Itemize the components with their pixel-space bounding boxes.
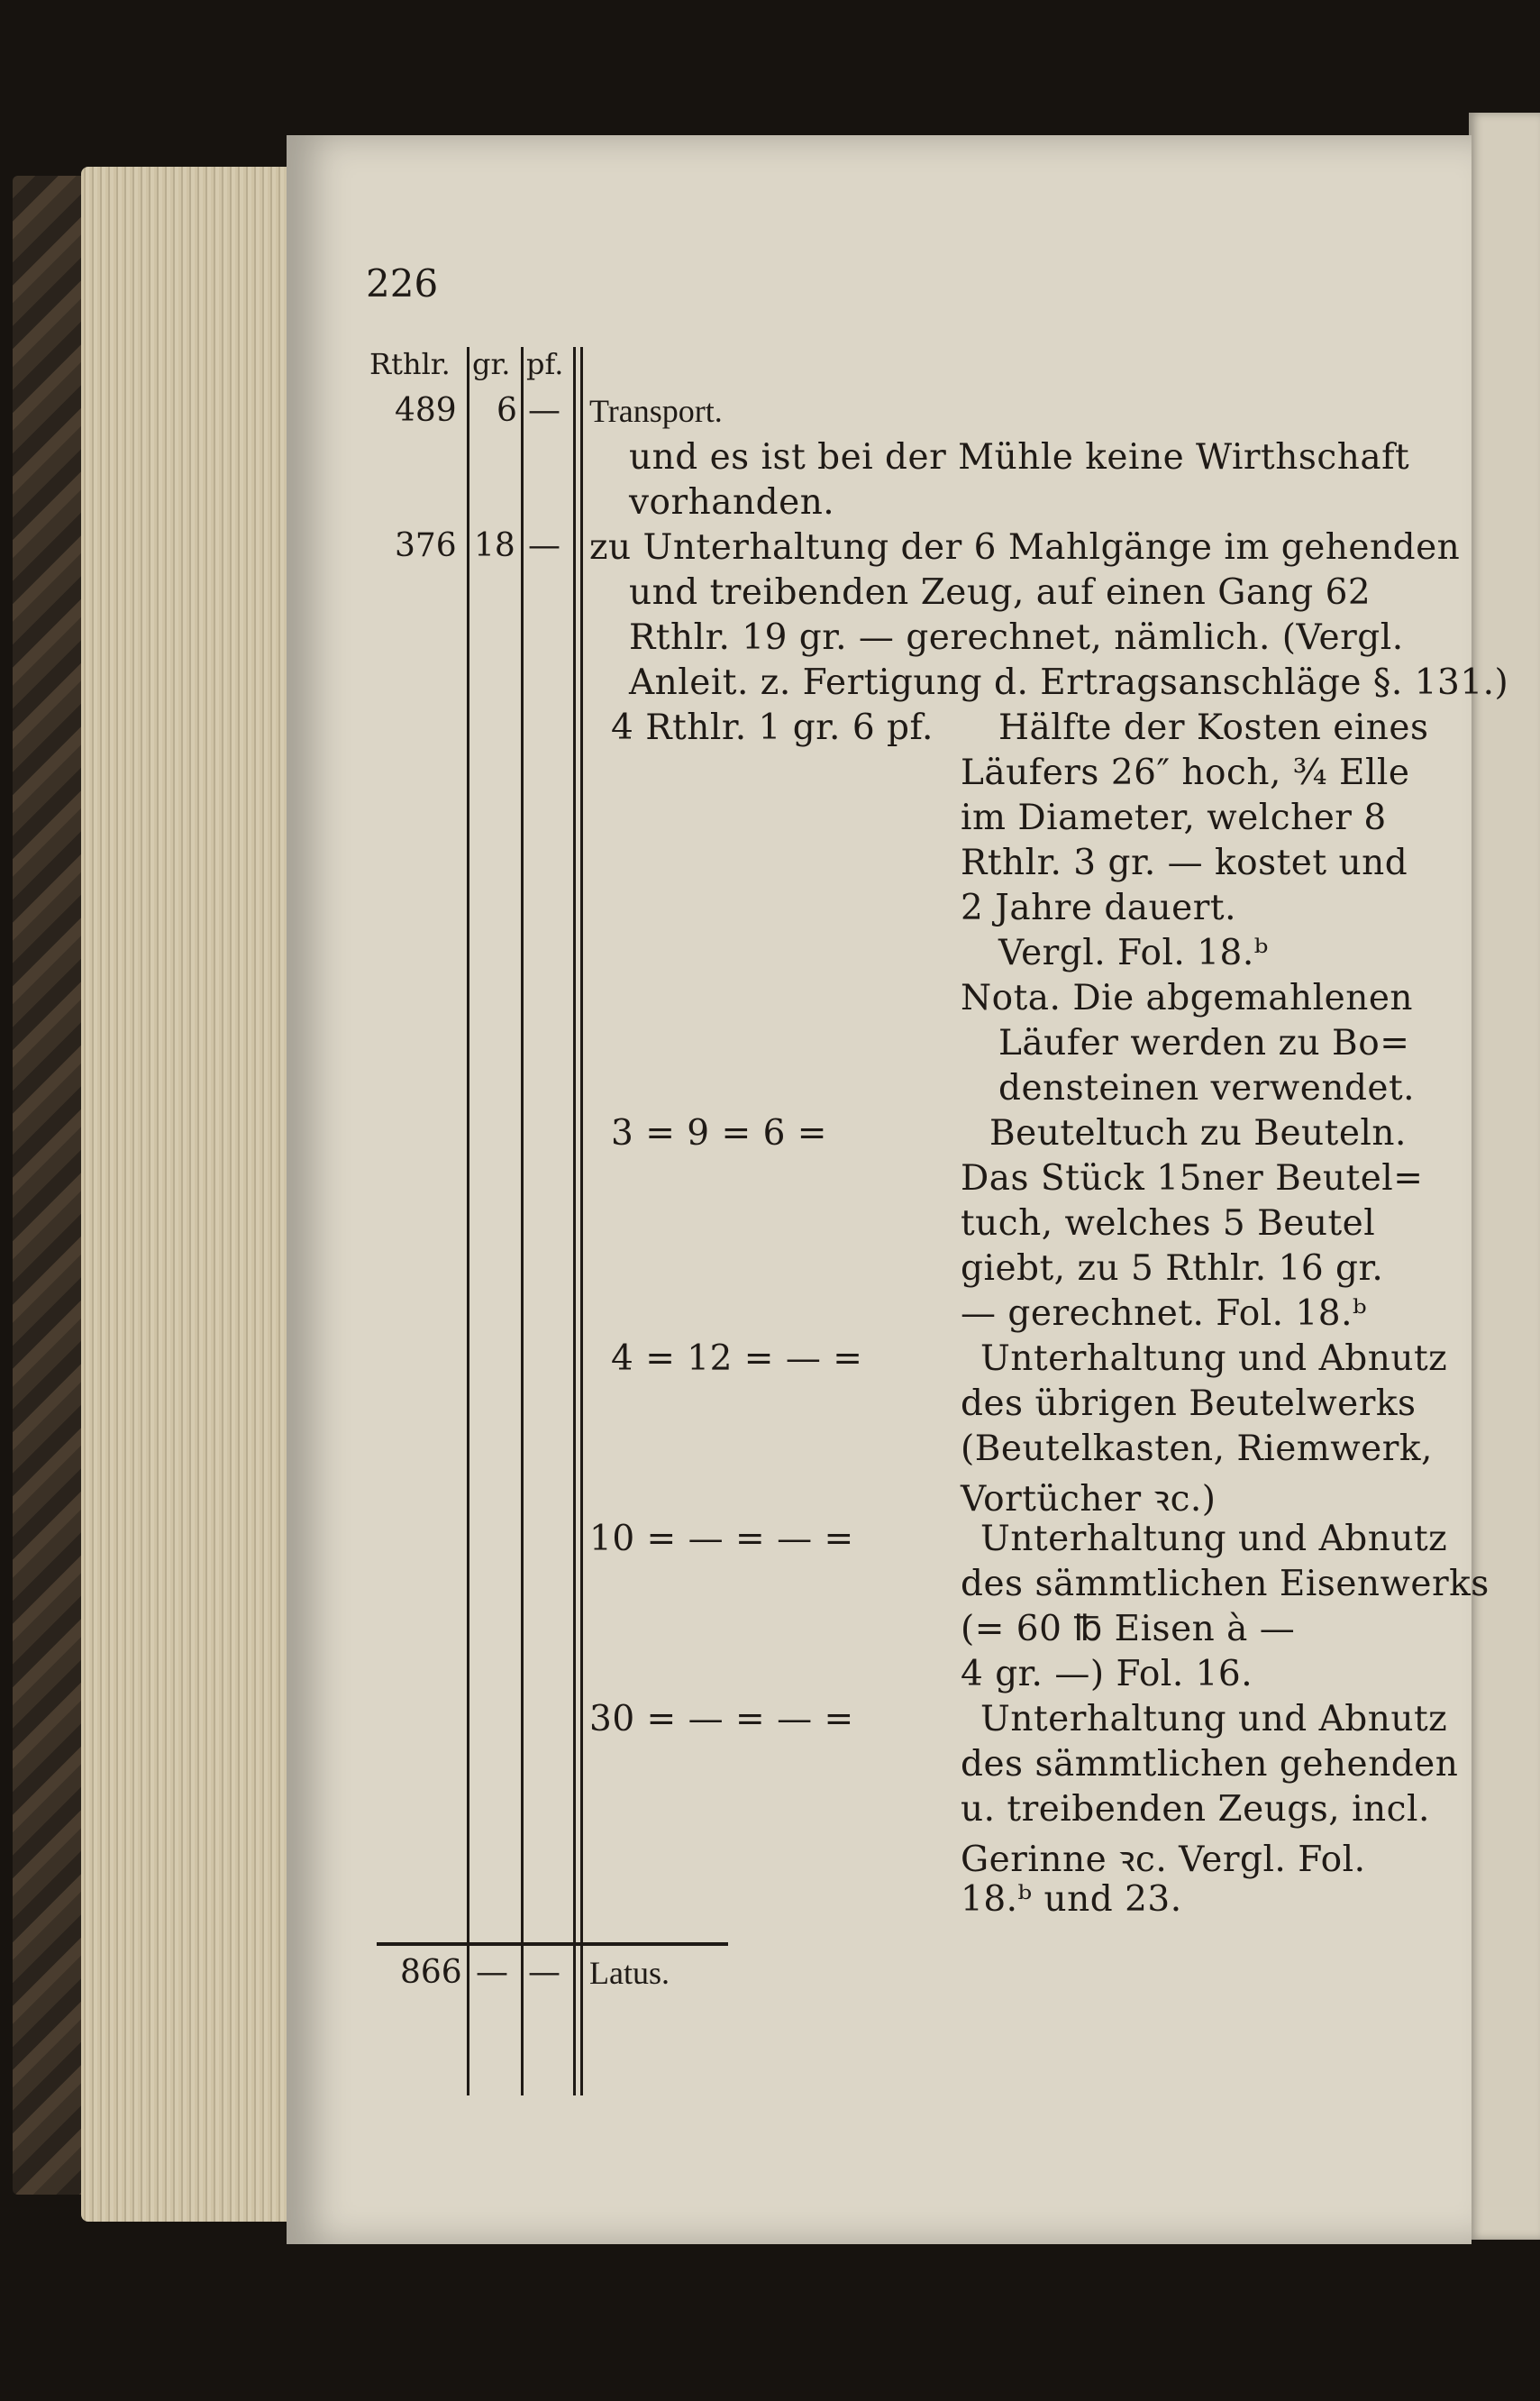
- column-rule-3: [573, 347, 576, 2095]
- page-block-edges: [81, 167, 293, 2222]
- total-rule: [377, 1942, 728, 1946]
- column-rule-2: [521, 347, 524, 2095]
- sub-item-6-line-4: Gerinne ꝛc. Vergl. Fol.: [961, 1840, 1366, 1880]
- transport-rthlr: 489: [395, 392, 457, 429]
- latus-gr: —: [476, 1954, 508, 1991]
- facing-page-edge: [1469, 113, 1540, 2240]
- sub-item-4-line-4: Vortücher ꝛc.): [961, 1479, 1217, 1520]
- sub-item-3-line-4: giebt, zu 5 Rthlr. 16 gr.: [961, 1248, 1384, 1289]
- main-entry-line-3: Rthlr. 19 gr. — gerechnet, nämlich. (Vergl.: [629, 617, 1404, 658]
- sub-item-6-line-3: u. treibenden Zeugs, incl.: [961, 1789, 1430, 1830]
- sub-item-5-line-1: Unterhaltung und Abnutz: [980, 1519, 1448, 1559]
- sub-item-3-amount: 3 = 9 = 6 =: [611, 1113, 827, 1154]
- main-entry-pf: —: [528, 527, 560, 564]
- sub-item-1-line-2: Läufers 26″ hoch, ¾ Elle: [961, 753, 1410, 793]
- sub-item-1-line-3: im Diameter, welcher 8: [961, 798, 1387, 838]
- sub-item-3-line-1: Beuteltuch zu Beuteln.: [989, 1113, 1407, 1154]
- transport-label: Transport.: [589, 393, 723, 429]
- main-entry-line-4: Anleit. z. Fertigung d. Ertragsanschläge §. 131.): [629, 662, 1509, 703]
- intro-line-2: vorhanden.: [629, 482, 835, 523]
- sub-item-4-line-3: (Beutelkasten, Riemwerk,: [961, 1429, 1433, 1469]
- intro-line-1: und es ist bei der Mühle keine Wirthschaft: [629, 437, 1410, 478]
- transport-gr: 6: [497, 392, 517, 429]
- column-header-rthlr: Rthlr.: [369, 347, 451, 381]
- sub-item-4-line-2: des übrigen Beutelwerks: [961, 1383, 1417, 1424]
- column-header-pf: pf.: [526, 347, 564, 381]
- sub-item-4-line-1: Unterhaltung und Abnutz: [980, 1338, 1448, 1379]
- column-rule-4: [580, 347, 583, 2095]
- sub-item-1-line-1: Hälfte der Kosten eines: [998, 708, 1429, 748]
- main-entry-rthlr: 376: [395, 527, 457, 564]
- book-page: [287, 135, 1509, 2244]
- latus-rthlr: 866: [400, 1954, 462, 1991]
- column-rule-1: [467, 347, 469, 2095]
- nota-line-1: Nota. Die abgemahlenen: [961, 978, 1414, 1018]
- latus-label: Latus.: [589, 1955, 670, 1991]
- main-entry-line-2: und treibenden Zeug, auf einen Gang 62: [629, 572, 1371, 613]
- sub-item-1-line-5: 2 Jahre dauert.: [961, 888, 1236, 928]
- sub-item-6-line-5: 18.ᵇ und 23.: [961, 1879, 1182, 1920]
- sub-item-6-amount: 30 = — = — =: [589, 1699, 854, 1739]
- main-entry-gr: 18: [474, 527, 515, 564]
- page-number: 226: [366, 261, 439, 306]
- latus-pf: —: [528, 1954, 560, 1991]
- sub-item-1-line-6: Vergl. Fol. 18.ᵇ: [998, 933, 1269, 973]
- sub-item-6-line-1: Unterhaltung und Abnutz: [980, 1699, 1448, 1739]
- sub-item-3-line-2: Das Stück 15ner Beutel=: [961, 1158, 1424, 1199]
- nota-line-3: densteinen verwendet.: [998, 1068, 1416, 1109]
- sub-item-3-line-5: — gerechnet. Fol. 18.ᵇ: [961, 1293, 1368, 1334]
- sub-item-6-line-2: des sämmtlichen gehenden: [961, 1744, 1459, 1785]
- main-entry-line-1: zu Unterhaltung der 6 Mahlgänge im gehenden: [589, 527, 1461, 568]
- sub-item-5-line-2: des sämmtlichen Eisenwerks: [961, 1564, 1490, 1604]
- sub-item-1-line-4: Rthlr. 3 gr. — kostet und: [961, 843, 1408, 883]
- sub-item-1-amount: 4 Rthlr. 1 gr. 6 pf.: [611, 708, 934, 748]
- sub-item-3-line-3: tuch, welches 5 Beutel: [961, 1203, 1376, 1244]
- sub-item-4-amount: 4 = 12 = — =: [611, 1338, 863, 1379]
- column-header-gr: gr.: [472, 347, 511, 381]
- transport-pf: —: [528, 392, 560, 429]
- sub-item-5-amount: 10 = — = — =: [589, 1519, 854, 1559]
- sub-item-5-line-4: 4 gr. —) Fol. 16.: [961, 1654, 1253, 1694]
- sub-item-5-line-3: (= 60 ℔ Eisen à —: [961, 1609, 1296, 1649]
- nota-line-2: Läufer werden zu Bo=: [998, 1023, 1410, 1064]
